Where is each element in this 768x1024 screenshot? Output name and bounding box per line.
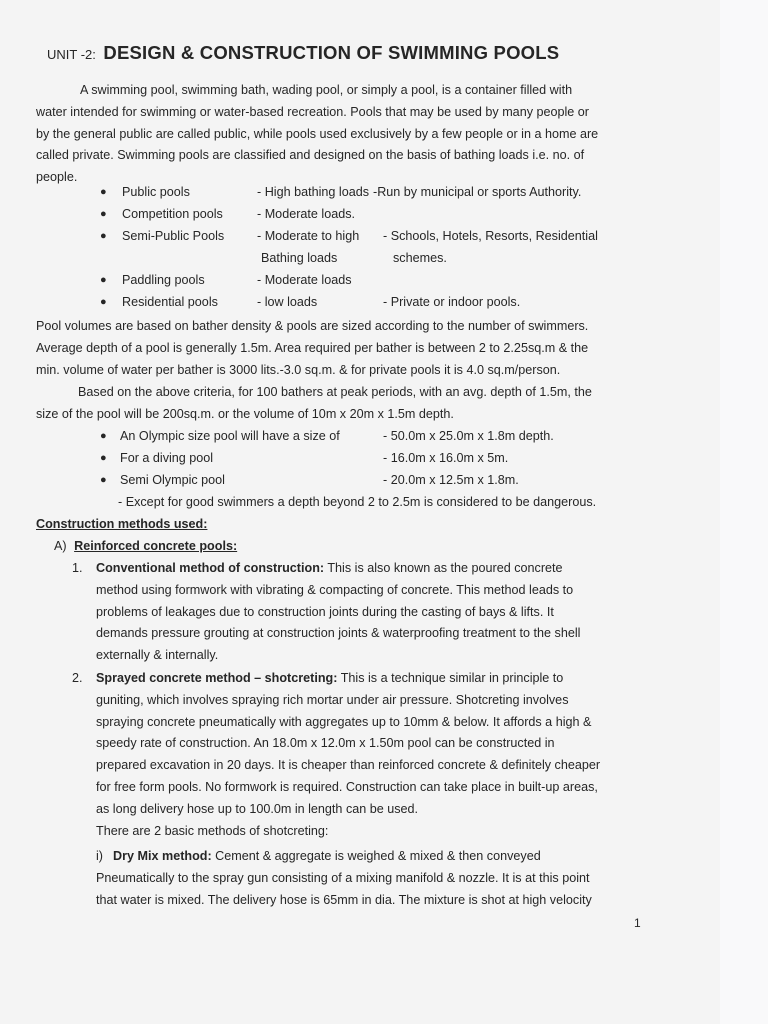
text-line: demands pressure grouting at construction joints & waterproofing treatment to the shell: [96, 626, 581, 641]
bullet-icon: ●: [100, 208, 107, 220]
section-a-heading: A) Reinforced concrete pools:: [54, 539, 238, 553]
text-line: spraying concrete pneumatically with aggregates up to 10mm & below. It affords a high &: [96, 714, 592, 729]
text-line: for free form pools. No formwork is required. Construction can take place in built-up areas,: [96, 779, 598, 794]
bullet-icon: ●: [100, 430, 107, 442]
method-1: 1. Conventional method of construction: This is also known as the poured concrete method using formwork with vibrating & compacting of concrete. This method leads to problems of leakages due to construction joints during the casting of bays & lifts. It demands pressure grouting at construction joints & waterproofing treatment to the shell externally & internally.: [96, 558, 639, 667]
title-row: [47, 42, 559, 67]
intro-paragraph: [36, 80, 636, 189]
list-item: ● Residential pools - low loads - Private or indoor pools.: [100, 292, 640, 314]
bullet-icon: ●: [100, 296, 107, 308]
text-line: Based on the above criteria, for 100 bathers at peak periods, with an avg. depth of 1.5m, the: [78, 385, 592, 399]
unit-label: UNIT -2:: [47, 47, 96, 62]
text-line: Pool volumes are based on bather density & pools are sized according to the number of swimmers.: [36, 319, 589, 333]
list-item: ● An Olympic size pool will have a size of - 50.0m x 25.0m x 1.8m depth.: [100, 426, 640, 448]
text-line: min. volume of water per bather is 3000 lits.-3.0 sq.m. & for private pools it is 4.0 sq.m/person.: [36, 362, 561, 377]
bullet-icon: ●: [100, 474, 107, 486]
list-item: ● Paddling pools - Moderate loads: [100, 270, 640, 292]
bullet-icon: ●: [100, 452, 107, 464]
list-item: ● Semi Olympic pool - 20.0m x 12.5m x 1.8m.: [100, 470, 640, 492]
text-line: problems of leakages due to construction joints during the casting of bays & lifts. It: [96, 604, 554, 619]
method-1-title: Conventional method of construction:: [96, 561, 325, 575]
bullet-icon: ●: [100, 230, 107, 242]
text-line: Average depth of a pool is generally 1.5m. Area required per bather is between 2 to 2.25sq.m & the: [36, 340, 589, 355]
depth-note: - Except for good swimmers a depth beyond 2 to 2.5m is considered to be dangerous.: [118, 495, 597, 509]
method-2-title: Sprayed concrete method – shotcreting:: [96, 671, 338, 685]
volume-paragraph: [36, 316, 640, 381]
intro-line: A swimming pool, swimming bath, wading pool, or simply a pool, is a container filled with: [80, 83, 573, 97]
criteria-paragraph: [36, 382, 640, 426]
text-line: speedy rate of construction. An 18.0m x 12.0m x 1.50m pool can be constructed in: [96, 736, 555, 751]
intro-line: water intended for swimming or water-based recreation. Pools that may be used by many people or: [36, 104, 590, 119]
pool-types-list: [100, 182, 640, 314]
text-line: Pneumatically to the spray gun consisting of a mixing manifold & nozzle. It is at this point: [96, 870, 590, 885]
construction-heading: Construction methods used:: [36, 517, 208, 531]
pool-sizes-list: [100, 426, 640, 514]
bullet-icon: ●: [100, 186, 107, 198]
text-line: that water is mixed. The delivery hose is 65mm in dia. The mixture is shot at high velocity: [96, 892, 592, 907]
bullet-icon: ●: [100, 274, 107, 286]
list-item: [100, 492, 640, 514]
list-item: ● For a diving pool - 16.0m x 16.0m x 5m.: [100, 448, 640, 470]
intro-line: called private. Swimming pools are classified and designed on the basis of bathing loads i.e. no. of: [36, 148, 585, 163]
text-line: prepared excavation in 20 days. It is cheaper than reinforced concrete & definitely cheaper: [96, 758, 601, 773]
dry-mix-method: i) Dry Mix method: Cement & aggregate is weighed & mixed & then conveyed Pneumatically to the spray gun consisting of a mixing manifold & nozzle. It is at this point that water is mixed. The delivery hose is 65mm in dia. The mixture is shot at high velocity: [96, 846, 639, 911]
text-line: size of the pool will be 200sq.m. or the volume of 10m x 20m x 1.5m depth.: [36, 406, 454, 421]
background-edge: [720, 0, 768, 1024]
page-title: DESIGN & CONSTRUCTION OF SWIMMING POOLS: [103, 42, 560, 63]
method-2: 2. Sprayed concrete method – shotcreting: This is a technique similar in principle to guniting, which involves spraying rich mortar under air pressure. Shotcreting involves spraying concrete pneumatically with aggregates up to 10mm & below. It affords a high & speedy rate of construction. An 18.0m x 12.0m x 1.50m pool can be constructed in prepared excavation in 20 days. It is cheaper than reinforced concrete & definitely cheaper for free form pools. No formwork is required. Construction can take place in built-up areas, as long delivery hose up to 100.0m in length can be used. There are 2 basic methods of shotcreting:: [96, 668, 639, 842]
list-item: ● Competition pools - Moderate loads.: [100, 204, 640, 226]
text-line: guniting, which involves spraying rich mortar under air pressure. Shotcreting involves: [96, 692, 569, 707]
page-number: 1: [634, 916, 641, 930]
list-item: ● Public pools - High bathing loads -Run by municipal or sports Authority.: [100, 182, 640, 204]
dry-mix-title: Dry Mix method:: [113, 849, 212, 863]
text-line: as long delivery hose up to 100.0m in length can be used.: [96, 801, 419, 816]
list-item: ● Semi-Public Pools - Moderate to high Bathing loads - Schools, Hotels, Resorts, Residential schemes.: [100, 226, 640, 270]
text-line: There are 2 basic methods of shotcreting:: [96, 823, 329, 838]
intro-line: people.: [36, 170, 78, 185]
text-line: method using formwork with vibrating & compacting of concrete. This method leads to: [96, 582, 574, 597]
text-line: externally & internally.: [96, 648, 219, 663]
intro-line: by the general public are called public, while pools used exclusively by a few people or in a home are: [36, 126, 599, 141]
